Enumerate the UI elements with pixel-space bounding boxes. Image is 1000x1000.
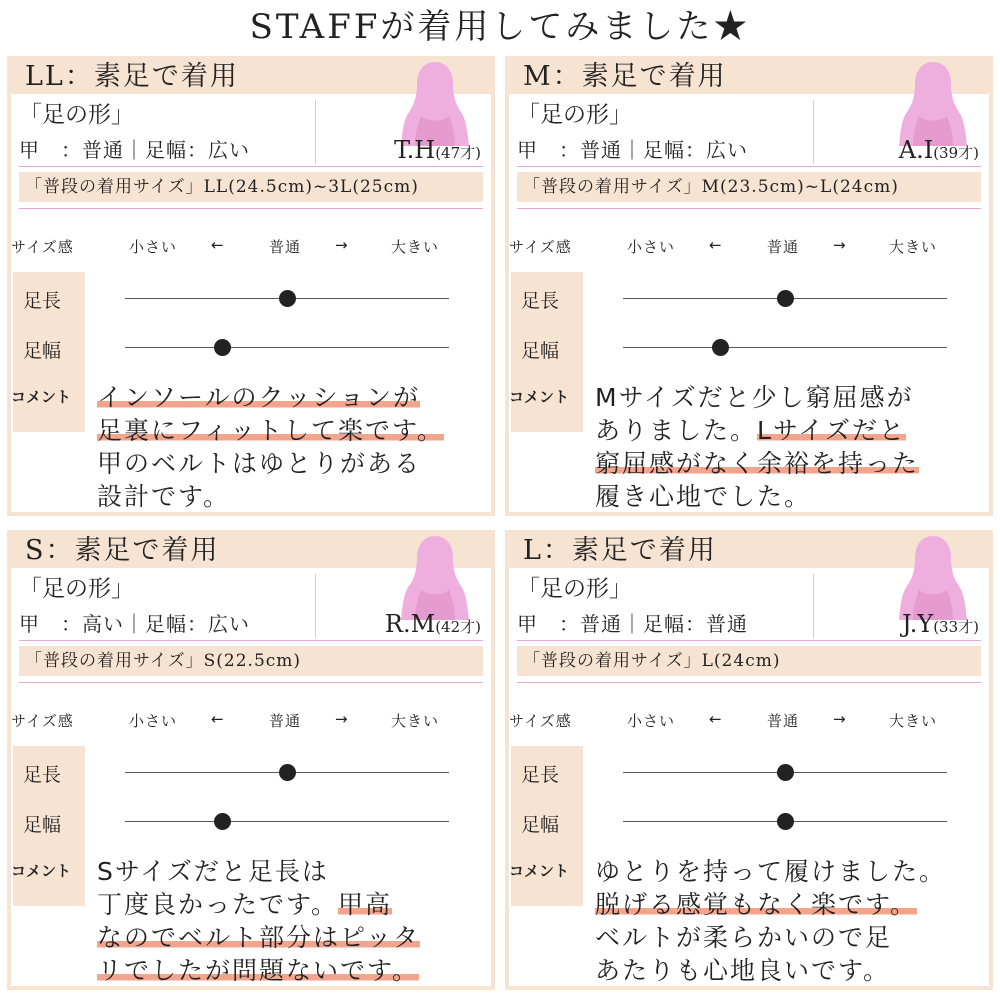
comment-text-line — [97, 448, 421, 480]
length-label: 足長 — [521, 764, 560, 786]
scale-size-label: サイズ感 — [11, 712, 74, 730]
width-scale-marker — [777, 813, 794, 830]
usual-size: 「普段の着用サイズ」L(24cm) — [517, 646, 981, 676]
scale-normal-label: 普通 — [269, 712, 302, 730]
comment-text-line — [97, 856, 329, 888]
staff-info — [394, 136, 481, 167]
staff-review-panel — [505, 530, 993, 990]
scale-small-label: 小さい — [627, 238, 676, 256]
foot-shape-detail: 甲 ：普通｜足幅：普通 — [517, 612, 748, 636]
scale-arrow-right: → — [833, 236, 847, 254]
panel-title: M：素足で着用 — [523, 61, 727, 92]
scale-normal-label: 普通 — [767, 712, 800, 730]
length-scale-marker — [279, 290, 296, 307]
divider — [19, 208, 483, 209]
comment-text: 設計です。 — [97, 482, 231, 511]
divider — [517, 166, 981, 167]
panel-title: S：素足で着用 — [25, 535, 220, 566]
comment-text: ありました。 — [595, 416, 758, 445]
staff-age: (42才) — [435, 618, 481, 636]
foot-shape-detail: 甲 ：高い｜足幅：広い — [19, 612, 250, 636]
length-label: 足長 — [23, 764, 62, 786]
highlighted-text: 足裏にフィットして楽です。 — [97, 416, 445, 445]
highlighted-text: 甲高 — [338, 890, 393, 919]
divider — [517, 208, 981, 209]
length-label: 足長 — [521, 290, 560, 312]
comment-text: ベルトが柔らかいので足 — [595, 923, 893, 952]
comment-text-line — [595, 481, 811, 513]
comment-text-line — [97, 481, 230, 513]
comment-text: あたりも心地良いです。 — [595, 956, 891, 985]
divider — [517, 682, 981, 683]
comment-text-line — [595, 889, 917, 921]
scale-large-label: 大きい — [391, 238, 440, 256]
comment-text-line — [595, 448, 919, 480]
width-label: 足幅 — [23, 340, 62, 362]
foot-shape-detail: 甲 ：普通｜足幅：広い — [517, 138, 748, 162]
scale-arrow-right: → — [335, 710, 349, 728]
scale-large-label: 大きい — [391, 712, 440, 730]
staff-initials: J.Y — [901, 610, 934, 638]
panel-title: LL：素足で着用 — [25, 61, 239, 92]
comment-text: 履き心地でした。 — [595, 482, 812, 511]
highlighted-text: なのでベルト部分はピッタ — [97, 923, 421, 952]
width-scale-marker — [214, 813, 231, 830]
highlighted-text: インソールのクッションが — [97, 383, 421, 412]
staff-age: (39才) — [933, 144, 979, 162]
scale-arrow-left: ← — [211, 710, 225, 728]
comment-label: コメント — [11, 388, 72, 406]
comment-text-line — [595, 415, 906, 447]
comment-text-line — [97, 382, 420, 414]
comment-text: Sサイズだと足長は — [97, 857, 329, 886]
staff-initials: A.I — [898, 136, 934, 164]
divider — [813, 574, 814, 638]
woman-silhouette-icon — [895, 60, 971, 146]
highlighted-text: 脱げる感覚もなく楽です。 — [595, 890, 918, 919]
scale-large-label: 大きい — [889, 238, 938, 256]
width-label: 足幅 — [521, 814, 560, 836]
length-scale-marker — [777, 764, 794, 781]
foot-shape-label: 「足の形」 — [517, 576, 632, 602]
foot-shape-label: 「足の形」 — [19, 576, 134, 602]
comment-label: コメント — [509, 388, 570, 406]
scale-normal-label: 普通 — [269, 238, 302, 256]
comment-label: コメント — [11, 862, 72, 880]
foot-shape-label: 「足の形」 — [517, 102, 632, 128]
staff-info — [899, 136, 979, 167]
length-scale-marker — [279, 764, 296, 781]
divider — [19, 682, 483, 683]
scale-small-label: 小さい — [129, 712, 178, 730]
foot-shape-label: 「足の形」 — [19, 102, 134, 128]
scale-arrow-left: ← — [709, 710, 723, 728]
scale-size-label: サイズ感 — [509, 238, 572, 256]
woman-silhouette-icon — [397, 534, 473, 620]
comment-text-line — [97, 955, 419, 987]
page-title: STAFFが着用してみました★ — [249, 7, 751, 47]
comment-text-line — [97, 922, 420, 954]
comment-text: 丁度良かったです。 — [97, 890, 339, 919]
staff-initials: R.M — [384, 610, 436, 638]
divider — [19, 640, 483, 641]
comment-text-line — [97, 889, 392, 921]
comment-text: 甲のベルトはゆとりがある — [97, 449, 422, 478]
comment-text-line — [595, 922, 892, 954]
divider — [315, 574, 316, 638]
usual-size: 「普段の着用サイズ」LL(24.5cm)~3L(25cm) — [19, 172, 483, 202]
scale-arrow-right: → — [833, 710, 847, 728]
staff-review-panel — [7, 56, 495, 516]
staff-info — [385, 610, 481, 641]
width-scale-track — [623, 347, 947, 348]
usual-size: 「普段の着用サイズ」M(23.5cm)~L(24cm) — [517, 172, 981, 202]
scale-large-label: 大きい — [889, 712, 938, 730]
divider — [19, 166, 483, 167]
woman-silhouette-icon — [397, 60, 473, 146]
width-scale-track — [125, 347, 449, 348]
scale-small-label: 小さい — [129, 238, 178, 256]
staff-info — [902, 610, 979, 641]
staff-review-panel — [505, 56, 993, 516]
scale-arrow-right: → — [335, 236, 349, 254]
staff-age: (47才) — [435, 144, 481, 162]
foot-shape-detail: 甲 ：普通｜足幅：広い — [19, 138, 250, 162]
usual-size: 「普段の着用サイズ」S(22.5cm) — [19, 646, 483, 676]
panel-title: L：素足で着用 — [523, 535, 717, 566]
comment-text: ゆとりを持って履けました。 — [595, 857, 947, 886]
width-scale-marker — [712, 339, 729, 356]
divider — [517, 640, 981, 641]
scale-size-label: サイズ感 — [11, 238, 74, 256]
comment-text-line — [97, 415, 444, 447]
highlighted-text: 窮屈感がなく余裕を持った — [595, 449, 920, 478]
staff-age: (33才) — [933, 618, 979, 636]
divider — [813, 100, 814, 164]
comment-text: Mサイズだと少し窮屈感が — [595, 383, 914, 412]
divider — [315, 100, 316, 164]
scale-normal-label: 普通 — [767, 238, 800, 256]
comment-text-line — [595, 382, 914, 414]
width-scale-track — [125, 821, 449, 822]
scale-arrow-left: ← — [211, 236, 225, 254]
width-label: 足幅 — [23, 814, 62, 836]
width-label: 足幅 — [521, 340, 560, 362]
comment-text-line — [595, 955, 890, 987]
scale-size-label: サイズ感 — [509, 712, 572, 730]
scale-arrow-left: ← — [709, 236, 723, 254]
scale-small-label: 小さい — [627, 712, 676, 730]
staff-review-panel — [7, 530, 495, 990]
comment-text-line — [595, 856, 946, 888]
woman-silhouette-icon — [895, 534, 971, 620]
length-scale-marker — [777, 290, 794, 307]
comment-label: コメント — [509, 862, 570, 880]
highlighted-text: リでしたが問題ないです。 — [97, 956, 420, 985]
length-label: 足長 — [23, 290, 62, 312]
staff-initials: T.H — [394, 136, 436, 164]
width-scale-marker — [214, 339, 231, 356]
highlighted-text: Lサイズだと — [757, 416, 906, 445]
